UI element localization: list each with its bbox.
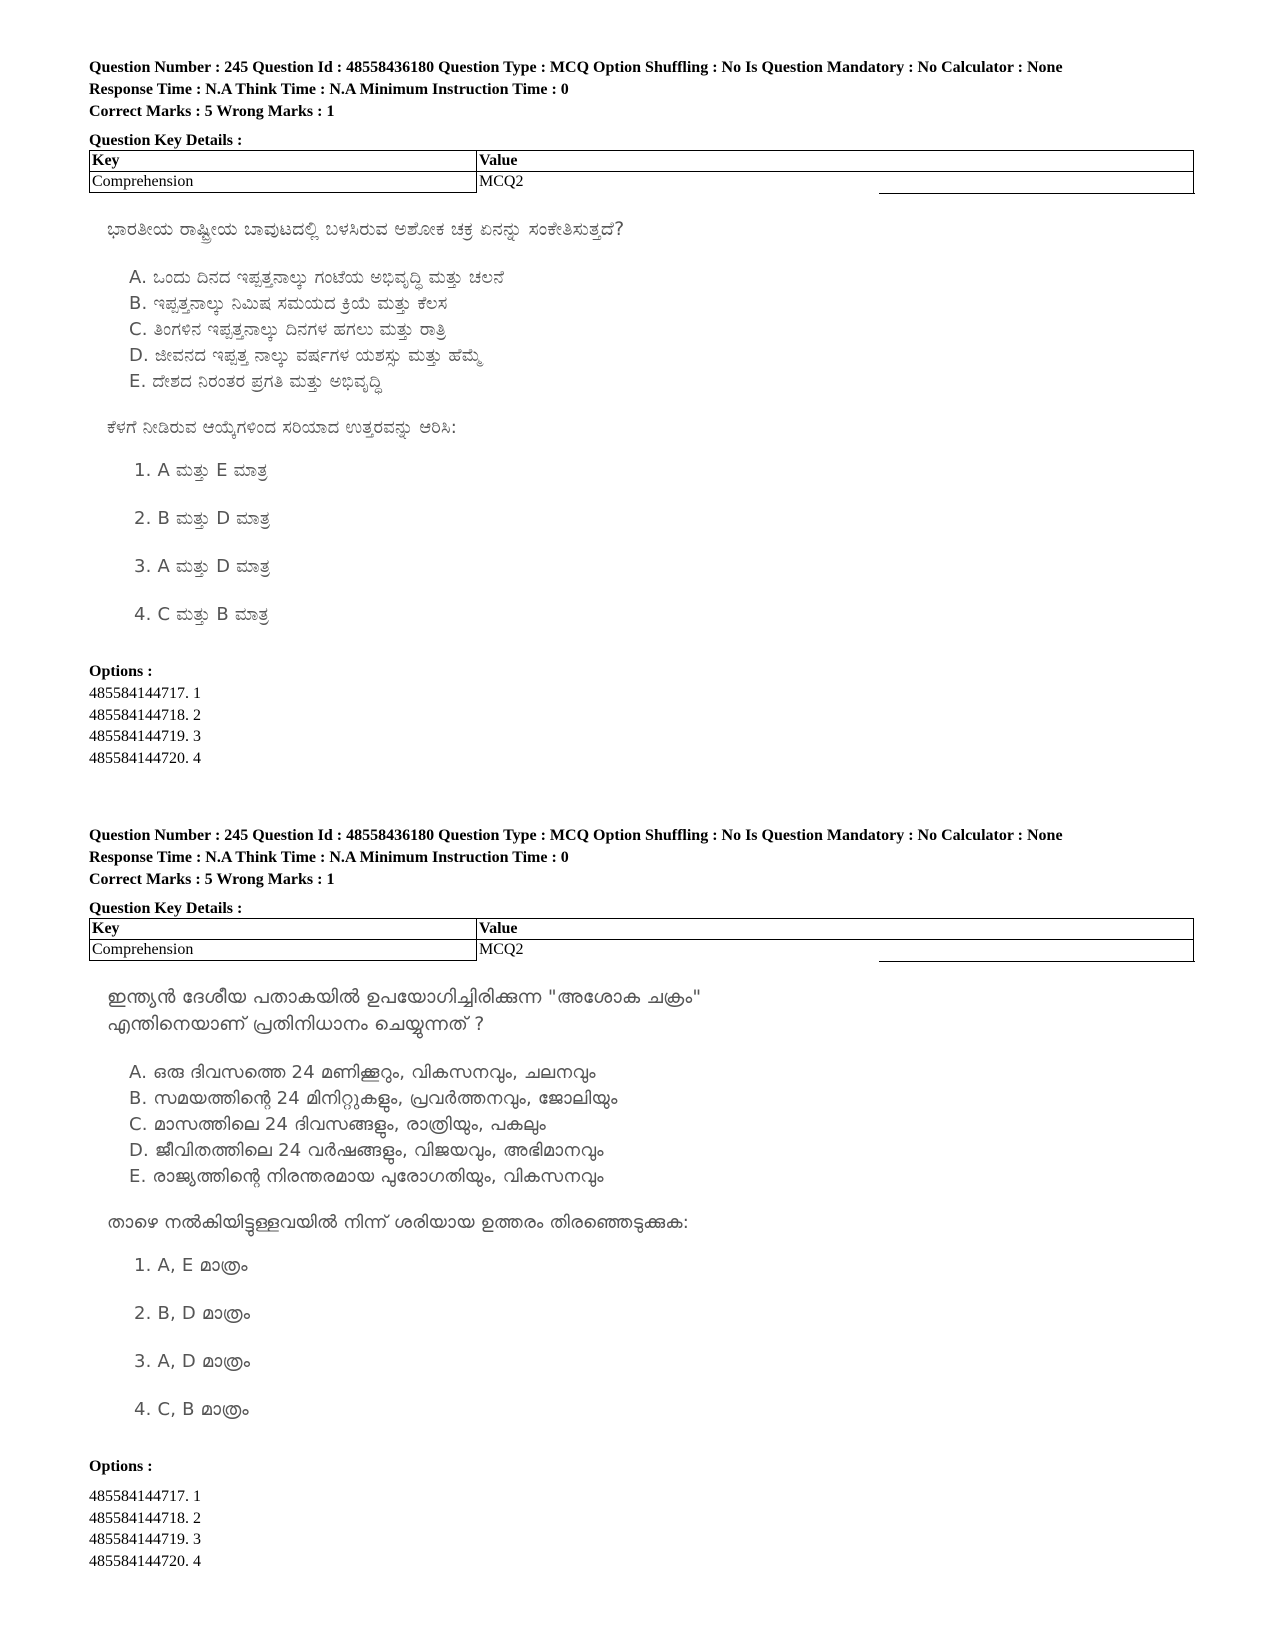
question-header [89,825,1209,891]
options-list [89,683,1209,769]
option-item: 485584144718. 2 [89,1509,201,1527]
question-text: ಭಾರತೀಯ ರಾಷ್ಟ್ರೀಯ ಬಾವುಟದಲ್ಲಿ ಬಳಸಿರುವ ಅಶೋಕ ಚಕ್ರ ಏನನ್ನು ಸಂಕೇತಿಸುತ್ತದೆ? [107,218,625,240]
choice-item: 3. A, D മാത്രം [134,1351,251,1372]
key-details-table [89,918,1194,961]
choice-item: 1. A, E മാത്രം [134,1255,248,1276]
statement-list [129,265,1209,395]
statement-item: E. രാജ്യത്തിന്റെ നിരന്തരമായ പുരോഗതിയും, വികസനവും [129,1166,604,1187]
question-instruction: താഴെ നൽകിയിട്ടുള്ളവയിൽ നിന്ന് ശരിയായ ഉത്തരം തിരഞ്ഞെടുക്കുക: [107,1212,690,1233]
header-line-2: Response Time : N.A Think Time : N.A Minimum Instruction Time : 0 [89,849,569,866]
header-line-2: Response Time : N.A Think Time : N.A Minimum Instruction Time : 0 [89,81,569,98]
row-key-cell: Comprehension [90,940,477,961]
statement-item: C. മാസത്തിലെ 24 ദിവസങ്ങളും, രാത്രിയും, പകലും [129,1114,546,1135]
row-value-cell: MCQ2 [477,940,1194,961]
col-value-header: Value [477,151,1194,172]
header-line-3: Correct Marks : 5 Wrong Marks : 1 [89,871,335,888]
col-value-header: Value [477,919,1194,940]
key-details-table [89,150,1194,193]
option-item: 485584144719. 3 [89,1531,201,1548]
header-line-1: Question Number : 245 Question Id : 48558436180 Question Type : MCQ Option Shuffling : No Is Question Mandatory : No Calculator : None [89,827,1063,844]
choice-list [134,1254,1209,1446]
choice-item: 2. B ಮತ್ತು D ಮಾತ್ರ [134,508,271,529]
choice-item: 3. A ಮತ್ತು D ಮಾತ್ರ [134,556,271,577]
question-block-1 [89,57,1209,769]
question-text-line-1: ഇന്ത്യൻ ദേശീയ പതാകയിൽ ഉപയോഗിച്ചിരിക്കുന്ന "അശോക ചക്രം" [107,986,702,1008]
row-value-cell: MCQ2 [477,172,1194,193]
option-item: 485584144720. 4 [89,1552,201,1570]
question-text [107,984,1209,1038]
question-block-2 [89,825,1209,1572]
col-key-header: Key [90,151,477,172]
statement-list [129,1060,1209,1190]
statement-item: D. ജീവിതത്തിലെ 24 വർഷങ്ങളും, വിജയവും, അഭിമാനവും [129,1140,604,1161]
statement-item: D. ಜೀವನದ ಇಪ್ಪತ್ತ ನಾಲ್ಕು ವರ್ಷಗಳ ಯಶಸ್ಸು ಮತ್ತು ಹೆಮ್ಮೆ [129,345,483,366]
option-item: 485584144717. 1 [89,1488,201,1505]
statement-item: C. ತಿಂಗಳಿನ ಇಪ್ಪತ್ತನಾಲ್ಕು ದಿನಗಳ ಹಗಲು ಮತ್ತು ರಾತ್ರಿ [129,319,447,340]
option-item: 485584144720. 4 [89,749,201,767]
statement-item: A. ഒരു ദിവസത്തെ 24 മണിക്കൂറും, വികസനവും, ചലനവും [129,1062,596,1083]
statement-item: B. സമയത്തിന്റെ 24 മിനിറ്റുകളും, പ്രവർത്തനവും, ജോലിയും [129,1088,618,1109]
options-list [89,1486,1209,1572]
option-item: 485584144717. 1 [89,685,201,702]
question-text-line-2: എന്തിനെയാണ് പ്രതിനിധാനം ചെയ്യുന്നത് ? [107,1013,485,1035]
options-title: Options : [89,663,153,680]
option-item: 485584144719. 3 [89,728,201,745]
key-details-title: Question Key Details : [89,900,243,917]
row-key-cell: Comprehension [90,172,477,193]
question-instruction: ಕೆಳಗೆ ನೀಡಿರುವ ಆಯ್ಕೆಗಳಿಂದ ಸರಿಯಾದ ಉತ್ತರವನ್ನು ಆರಿಸಿ: [107,417,458,438]
key-details-title: Question Key Details : [89,132,243,149]
question-header [89,57,1209,123]
statement-item: E. ದೇಶದ ನಿರಂತರ ಪ್ರಗತಿ ಮತ್ತು ಅಭಿವೃದ್ಧಿ [129,371,383,392]
statement-item: B. ಇಪ್ಪತ್ತನಾಲ್ಕು ನಿಮಿಷ ಸಮಯದ ಕ್ರಿಯೆ ಮತ್ತು ಕೆಲಸ [129,293,448,314]
options-title: Options : [89,1458,153,1475]
option-item: 485584144718. 2 [89,706,201,724]
choice-item: 1. A ಮತ್ತು E ಮಾತ್ರ [134,460,268,481]
header-line-3: Correct Marks : 5 Wrong Marks : 1 [89,103,335,120]
col-key-header: Key [90,919,477,940]
choice-item: 4. C, B മാത്രം [134,1399,249,1420]
statement-item: A. ಒಂದು ದಿನದ ಇಪ್ಪತ್ತನಾಲ್ಕು ಗಂಟೆಯ ಅಭಿವೃದ್ಧಿ ಮತ್ತು ಚಲನೆ [129,267,505,288]
choice-item: 2. B, D മാത്രം [134,1303,251,1324]
table-underline [89,193,1209,194]
choice-list [134,459,1209,651]
header-line-1: Question Number : 245 Question Id : 48558436180 Question Type : MCQ Option Shuffling : No Is Question Mandatory : No Calculator : None [89,59,1063,76]
table-underline [89,961,1209,962]
choice-item: 4. C ಮತ್ತು B ಮಾತ್ರ [134,604,270,625]
